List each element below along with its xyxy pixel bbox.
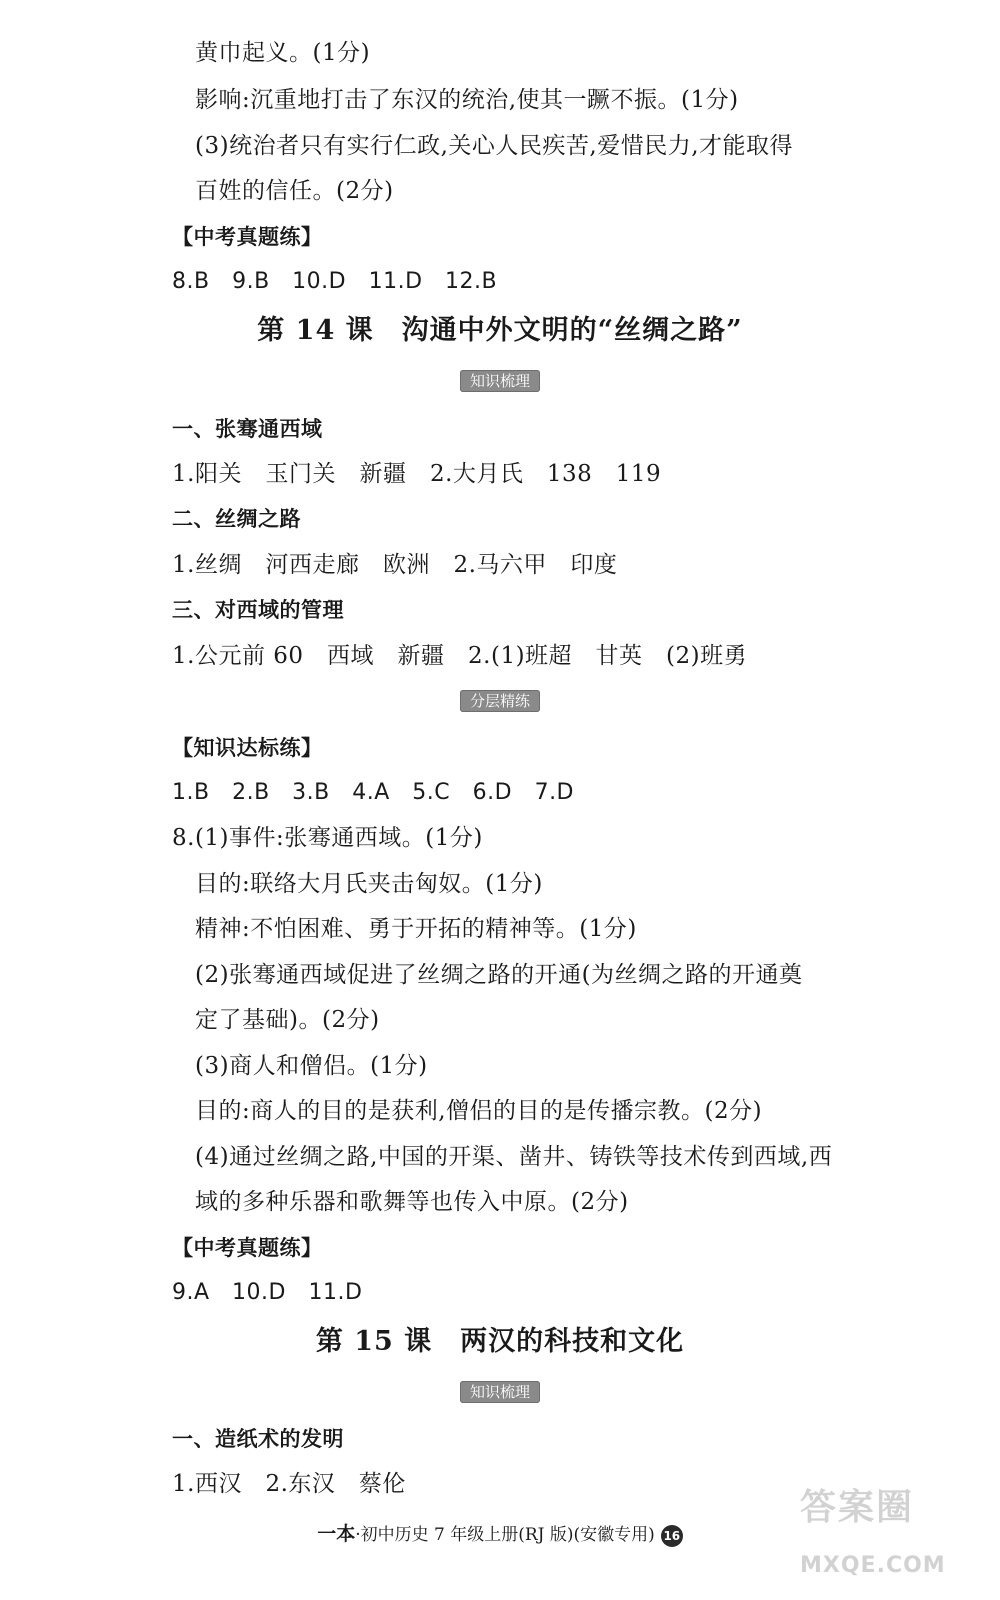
watermark-bottom: MXQE.COM	[800, 1553, 946, 1578]
answer-line: 1.公元前 60 西域 新疆 2.(1)班超 甘英 (2)班勇	[172, 643, 748, 669]
answer-line: 8.B 9.B 10.D 11.D 12.B	[172, 269, 498, 294]
section-heading: 【中考真题练】	[172, 1236, 323, 1260]
answer-line: 精神:不怕困难、勇于开拓的精神等。(1分)	[195, 916, 637, 942]
answer-line: 9.A 10.D 11.D	[172, 1280, 363, 1305]
section-heading: 【知识达标练】	[172, 736, 323, 760]
section-tag: 知识梳理	[460, 370, 540, 392]
answer-line: 定了基础)。(2分)	[195, 1007, 380, 1033]
answer-line: 目的:联络大月氏夹击匈奴。(1分)	[195, 871, 543, 897]
answer-line: 域的多种乐器和歌舞等也传入中原。(2分)	[195, 1189, 629, 1215]
page-number: 16	[661, 1525, 683, 1547]
section-tag: 分层精练	[460, 690, 540, 712]
answer-line: (4)通过丝绸之路,中国的开渠、凿井、铸铁等技术传到西域,西	[195, 1144, 833, 1170]
footer-brand: 一本	[317, 1523, 356, 1545]
answer-line: 1.B 2.B 3.B 4.A 5.C 6.D 7.D	[172, 780, 575, 805]
watermark-top: 答案圈	[800, 1487, 915, 1528]
watermark	[800, 1485, 990, 1595]
section-tag: 知识梳理	[460, 1381, 540, 1403]
answer-line: (2)张骞通西域促进了丝绸之路的开通(为丝绸之路的开通奠	[195, 962, 803, 988]
answer-line: 百姓的信任。(2分)	[195, 178, 394, 204]
footer-text: ·初中历史 7 年级上册(RJ 版)(安徽专用)	[355, 1525, 655, 1545]
lesson-title: 第 14 课 沟通中外文明的“丝绸之路”	[257, 315, 743, 346]
answer-line: 1.阳关 玉门关 新疆 2.大月氏 138 119	[172, 461, 662, 487]
section-heading: 三、对西域的管理	[172, 598, 344, 622]
answer-line: 目的:商人的目的是获利,僧侣的目的是传播宗教。(2分)	[195, 1098, 763, 1124]
section-heading: 一、造纸术的发明	[172, 1427, 344, 1451]
answer-line: 1.西汉 2.东汉 蔡伦	[172, 1471, 406, 1497]
section-heading: 一、张骞通西域	[172, 417, 323, 441]
answer-line: 影响:沉重地打击了东汉的统治,使其一蹶不振。(1分)	[195, 87, 739, 113]
tag-wrapper	[0, 1381, 1000, 1403]
answer-line: 8.(1)事件:张骞通西域。(1分)	[172, 825, 483, 851]
answer-line: 黄巾起义。(1分)	[195, 40, 371, 66]
section-heading: 二、丝绸之路	[172, 507, 301, 531]
tag-wrapper	[0, 370, 1000, 392]
section-heading: 【中考真题练】	[172, 225, 323, 249]
tag-wrapper	[0, 690, 1000, 712]
answer-line: (3)商人和僧侣。(1分)	[195, 1053, 428, 1079]
lesson-title: 第 15 课 两汉的科技和文化	[315, 1326, 685, 1357]
answer-line: (3)统治者只有实行仁政,关心人民疾苦,爱惜民力,才能取得	[195, 133, 794, 159]
answer-line: 1.丝绸 河西走廊 欧洲 2.马六甲 印度	[172, 552, 618, 578]
